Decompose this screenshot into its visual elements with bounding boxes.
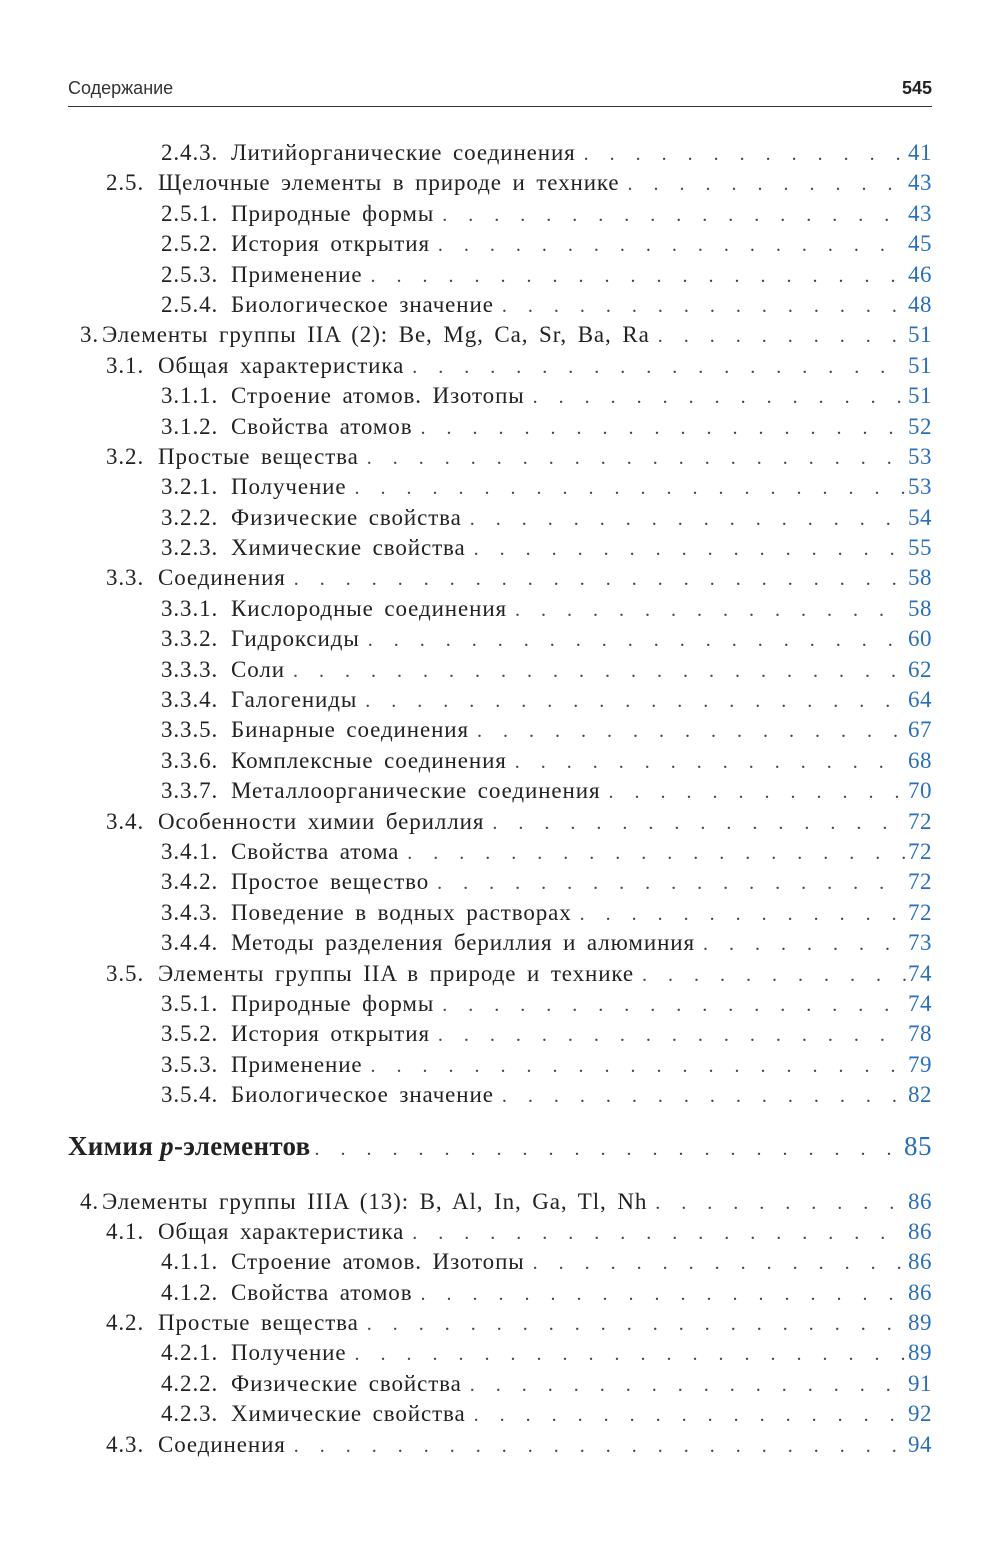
entry-number: 3.3.7. xyxy=(161,778,219,804)
dot-leader xyxy=(658,325,906,348)
toc-entry[interactable] xyxy=(68,687,932,717)
toc-entry[interactable] xyxy=(68,1340,932,1370)
entry-title: Простые вещества xyxy=(158,1310,359,1336)
toc-entry[interactable] xyxy=(68,565,932,595)
dot-leader xyxy=(533,1252,906,1275)
toc-entry[interactable] xyxy=(68,1082,932,1112)
entry-page-link[interactable]: 91 xyxy=(908,1370,932,1396)
entry-number: 3.5.3. xyxy=(161,1051,219,1077)
dot-leader xyxy=(371,265,906,288)
entry-title: Поведение в водных растворах xyxy=(231,899,572,925)
toc-entry[interactable] xyxy=(68,657,932,687)
entry-page-link[interactable]: 72 xyxy=(908,808,932,834)
entry-page-link[interactable]: 41 xyxy=(908,140,932,165)
entry-page-link[interactable]: 51 xyxy=(908,322,932,348)
entry-page-link[interactable]: 54 xyxy=(908,504,932,530)
dot-leader xyxy=(474,1404,906,1427)
dot-leader xyxy=(628,173,906,196)
dot-leader xyxy=(608,781,906,804)
entry-title: Физические свойства xyxy=(231,1370,462,1396)
entry-number: 3.3.2. xyxy=(161,626,219,652)
toc-entry[interactable] xyxy=(68,626,932,656)
dot-leader xyxy=(294,1435,906,1458)
entry-number: 3.4. xyxy=(106,808,145,834)
entry-title: Общая характеристика xyxy=(158,352,405,378)
toc-entry[interactable] xyxy=(68,322,932,352)
entry-page-link[interactable]: 58 xyxy=(908,595,932,621)
dot-leader xyxy=(655,1192,906,1215)
entry-title: Свойства атомов xyxy=(231,413,413,439)
entry-page-link[interactable]: 62 xyxy=(908,656,932,682)
entry-page-link[interactable]: 51 xyxy=(908,383,932,409)
table-of-contents xyxy=(68,140,932,1462)
dot-leader xyxy=(293,660,906,683)
entry-title: Химические свойства xyxy=(231,1401,466,1427)
entry-title: Природные формы xyxy=(231,990,435,1016)
entry-number: 3.5.2. xyxy=(161,1021,219,1047)
entry-number: 2.5. xyxy=(106,170,145,196)
toc-entry[interactable] xyxy=(68,961,932,991)
entry-number: 3.1.2. xyxy=(161,413,219,439)
entry-number: 4.2.2. xyxy=(161,1370,219,1396)
entry-number: 4.2. xyxy=(106,1310,145,1336)
dot-leader xyxy=(642,964,906,987)
toc-entry[interactable] xyxy=(68,1310,932,1340)
entry-page-link[interactable]: 86 xyxy=(908,1218,932,1244)
toc-entry[interactable] xyxy=(68,383,932,413)
dot-leader xyxy=(412,1222,906,1245)
toc-entry[interactable] xyxy=(68,1219,932,1249)
entry-page-link[interactable]: 48 xyxy=(908,291,932,317)
entry-page-link[interactable]: 82 xyxy=(908,1082,932,1108)
dot-leader xyxy=(367,447,906,470)
entry-title: Строение атомов. Изотопы xyxy=(231,383,525,409)
entry-page-link[interactable]: 60 xyxy=(908,626,932,652)
entry-page-link[interactable]: 89 xyxy=(908,1340,932,1366)
entry-page-link[interactable]: 94 xyxy=(908,1431,932,1457)
dot-leader xyxy=(420,417,906,440)
entry-title: Соединения xyxy=(158,565,286,591)
entry-page-link[interactable]: 53 xyxy=(908,474,932,500)
toc-entry[interactable] xyxy=(68,231,932,261)
entry-page-link[interactable]: 51 xyxy=(908,352,932,378)
entry-title: Строение атомов. Изотопы xyxy=(231,1249,525,1275)
entry-title: Биологическое значение xyxy=(231,291,494,317)
toc-entry[interactable] xyxy=(68,809,932,839)
toc-entry[interactable] xyxy=(68,505,932,535)
entry-page-link[interactable]: 43 xyxy=(908,170,932,196)
entry-page-link[interactable]: 73 xyxy=(908,930,932,956)
toc-entry[interactable] xyxy=(68,292,932,322)
toc-entry[interactable] xyxy=(68,444,932,474)
entry-title: Элементы группы IIIA (13): B, Al, In, Ga, Tl, Nh xyxy=(102,1188,648,1214)
entry-title: Комплексные соединения xyxy=(231,747,507,773)
entry-title: История открытия xyxy=(231,231,430,257)
toc-entry[interactable] xyxy=(68,1189,932,1219)
toc-entry[interactable] xyxy=(68,201,932,231)
entry-page-link[interactable]: 86 xyxy=(908,1249,932,1275)
entry-title: Литийорганические соединения xyxy=(231,140,576,165)
dot-leader xyxy=(442,994,906,1017)
running-head xyxy=(68,78,932,99)
toc-entry[interactable] xyxy=(68,839,932,869)
dot-leader xyxy=(407,842,906,865)
entry-page-link[interactable]: 53 xyxy=(908,443,932,469)
entry-number: 3.5.4. xyxy=(161,1082,219,1108)
toc-entry[interactable] xyxy=(68,1371,932,1401)
toc-entry[interactable] xyxy=(68,748,932,778)
entry-number: 3.3.1. xyxy=(161,595,219,621)
dot-leader xyxy=(412,356,906,379)
part-heading[interactable] xyxy=(68,1131,932,1171)
toc-section-b xyxy=(68,1189,932,1463)
toc-entry[interactable] xyxy=(68,596,932,626)
entry-number: 4. xyxy=(80,1188,100,1214)
entry-page-link[interactable]: 72 xyxy=(908,899,932,925)
dot-leader xyxy=(420,1283,906,1306)
dot-leader xyxy=(502,295,906,318)
entry-number: 3.3.3. xyxy=(161,656,219,682)
entry-number: 3.3.6. xyxy=(161,747,219,773)
entry-number: 4.2.3. xyxy=(161,1401,219,1427)
entry-page-link[interactable]: 74 xyxy=(908,960,932,986)
toc-entry[interactable] xyxy=(68,1021,932,1051)
toc-entry[interactable] xyxy=(68,140,932,170)
entry-page-link[interactable]: 68 xyxy=(908,747,932,773)
entry-title: Получение xyxy=(231,474,347,500)
toc-entry[interactable] xyxy=(68,1052,932,1082)
entry-title: Галогениды xyxy=(231,687,358,713)
entry-number: 3.2.2. xyxy=(161,504,219,530)
entry-number: 3. xyxy=(80,322,100,348)
entry-number: 3.4.3. xyxy=(161,899,219,925)
entry-number: 3.3.4. xyxy=(161,687,219,713)
entry-number: 2.5.3. xyxy=(161,261,219,287)
entry-number: 3.2.3. xyxy=(161,535,219,561)
entry-number: 3.1. xyxy=(106,352,145,378)
dot-leader xyxy=(580,903,906,926)
entry-number: 4.1. xyxy=(106,1218,145,1244)
entry-title: Соединения xyxy=(158,1431,286,1457)
toc-entry[interactable] xyxy=(68,991,932,1021)
dot-leader xyxy=(584,143,906,166)
entry-page-link[interactable]: 72 xyxy=(908,838,932,864)
running-head-title: Содержание xyxy=(68,78,174,98)
entry-page-link[interactable]: 72 xyxy=(908,869,932,895)
toc-section-a xyxy=(68,140,932,1113)
dot-leader xyxy=(703,933,906,956)
dot-leader xyxy=(355,1343,907,1366)
entry-number: 2.5.4. xyxy=(161,291,219,317)
entry-title: Элементы группы IIA в природе и технике xyxy=(158,960,635,986)
toc-entry[interactable] xyxy=(68,1280,932,1310)
entry-title: Применение xyxy=(231,261,363,287)
entry-title: Биологическое значение xyxy=(231,1082,494,1108)
entry-title: Свойства атома xyxy=(231,838,400,864)
entry-number: 4.2.1. xyxy=(161,1340,219,1366)
entry-page-link[interactable]: 86 xyxy=(908,1188,932,1214)
dot-leader xyxy=(470,508,906,531)
entry-title: Металлоорганические соединения xyxy=(231,778,601,804)
entry-number: 4.1.2. xyxy=(161,1279,219,1305)
entry-number: 3.1.1. xyxy=(161,383,219,409)
entry-page-link[interactable]: 74 xyxy=(908,990,932,1016)
entry-number: 3.5. xyxy=(106,960,145,986)
dot-leader xyxy=(438,234,906,257)
entry-title: Кислородные соединения xyxy=(231,595,508,621)
header-rule xyxy=(68,106,932,107)
entry-page-link[interactable]: 86 xyxy=(908,1279,932,1305)
entry-title: Простые вещества xyxy=(158,443,359,469)
entry-number: 3.4.4. xyxy=(161,930,219,956)
entry-title: Бинарные соединения xyxy=(231,717,469,743)
entry-page-link[interactable]: 43 xyxy=(908,200,932,226)
part-page-link[interactable]: 85 xyxy=(904,1130,932,1161)
entry-page-link[interactable]: 70 xyxy=(908,778,932,804)
dot-leader xyxy=(294,568,906,591)
dot-leader xyxy=(368,629,906,652)
toc-entry[interactable] xyxy=(68,262,932,292)
part-title: Химия p-элементов xyxy=(68,1130,311,1161)
toc-entry[interactable] xyxy=(68,414,932,444)
toc-entry[interactable] xyxy=(68,1249,932,1279)
dot-leader xyxy=(355,477,907,500)
dot-leader xyxy=(492,812,906,835)
entry-number: 3.4.1. xyxy=(161,838,219,864)
toc-entry[interactable] xyxy=(68,869,932,899)
entry-number: 4.1.1. xyxy=(161,1249,219,1275)
entry-page-link[interactable]: 45 xyxy=(908,231,932,257)
dot-leader xyxy=(502,1085,906,1108)
entry-page-link[interactable]: 92 xyxy=(908,1401,932,1427)
dot-leader xyxy=(477,720,906,743)
entry-page-link[interactable]: 64 xyxy=(908,687,932,713)
dot-leader xyxy=(365,690,906,713)
toc-entry[interactable] xyxy=(68,900,932,930)
entry-title: Особенности химии бериллия xyxy=(158,808,485,834)
toc-entry[interactable] xyxy=(68,1432,932,1462)
entry-number: 3.2. xyxy=(106,443,145,469)
entry-title: Применение xyxy=(231,1051,363,1077)
entry-page-link[interactable]: 89 xyxy=(908,1310,932,1336)
entry-title: Природные формы xyxy=(231,200,435,226)
entry-title: Методы разделения бериллия и алюминия xyxy=(231,930,695,956)
dot-leader xyxy=(437,872,906,895)
entry-title: Получение xyxy=(231,1340,347,1366)
entry-page-link[interactable]: 58 xyxy=(908,565,932,591)
entry-page-link[interactable]: 78 xyxy=(908,1021,932,1047)
toc-entry[interactable] xyxy=(68,474,932,504)
entry-page-link[interactable]: 52 xyxy=(908,413,932,439)
toc-entry[interactable] xyxy=(68,717,932,747)
toc-entry[interactable] xyxy=(68,1401,932,1431)
entry-number: 3.2.1. xyxy=(161,474,219,500)
toc-entry[interactable] xyxy=(68,778,932,808)
dot-leader xyxy=(533,386,906,409)
dot-leader xyxy=(371,1055,906,1078)
entry-number: 2.5.1. xyxy=(161,200,219,226)
entry-title: Физические свойства xyxy=(231,504,462,530)
toc-entry[interactable] xyxy=(68,930,932,960)
entry-page-link[interactable]: 79 xyxy=(908,1051,932,1077)
entry-title: Свойства атомов xyxy=(231,1279,413,1305)
entry-title: Элементы группы IIA (2): Be, Mg, Ca, Sr, Ba, Ra xyxy=(102,322,650,348)
entry-title: Соли xyxy=(231,656,285,682)
page-number: 545 xyxy=(901,78,932,98)
entry-number: 3.4.2. xyxy=(161,869,219,895)
dot-leader xyxy=(367,1313,906,1336)
entry-number: 3.5.1. xyxy=(161,990,219,1016)
dot-leader xyxy=(442,204,906,227)
entry-title: Гидроксиды xyxy=(231,626,360,652)
dot-leader xyxy=(515,751,906,774)
entry-title: Общая характеристика xyxy=(158,1218,405,1244)
dot-leader xyxy=(438,1024,906,1047)
entry-title: Простое вещество xyxy=(231,869,430,895)
entry-number: 3.3. xyxy=(106,565,145,591)
entry-number: 2.5.2. xyxy=(161,231,219,257)
toc-entry[interactable] xyxy=(68,353,932,383)
toc-entry[interactable] xyxy=(68,170,932,200)
entry-number: 2.4.3. xyxy=(161,140,219,165)
dot-leader xyxy=(315,1138,902,1161)
dot-leader xyxy=(474,538,906,561)
entry-number: 3.3.5. xyxy=(161,717,219,743)
entry-page-link[interactable]: 46 xyxy=(908,261,932,287)
entry-title: Щелочные элементы в природе и технике xyxy=(158,170,620,196)
entry-number: 4.3. xyxy=(106,1431,145,1457)
entry-page-link[interactable]: 55 xyxy=(908,535,932,561)
dot-leader xyxy=(515,599,906,622)
entry-page-link[interactable]: 67 xyxy=(908,717,932,743)
dot-leader xyxy=(470,1374,906,1397)
entry-title: Химические свойства xyxy=(231,535,466,561)
toc-entry[interactable] xyxy=(68,535,932,565)
entry-title: История открытия xyxy=(231,1021,430,1047)
